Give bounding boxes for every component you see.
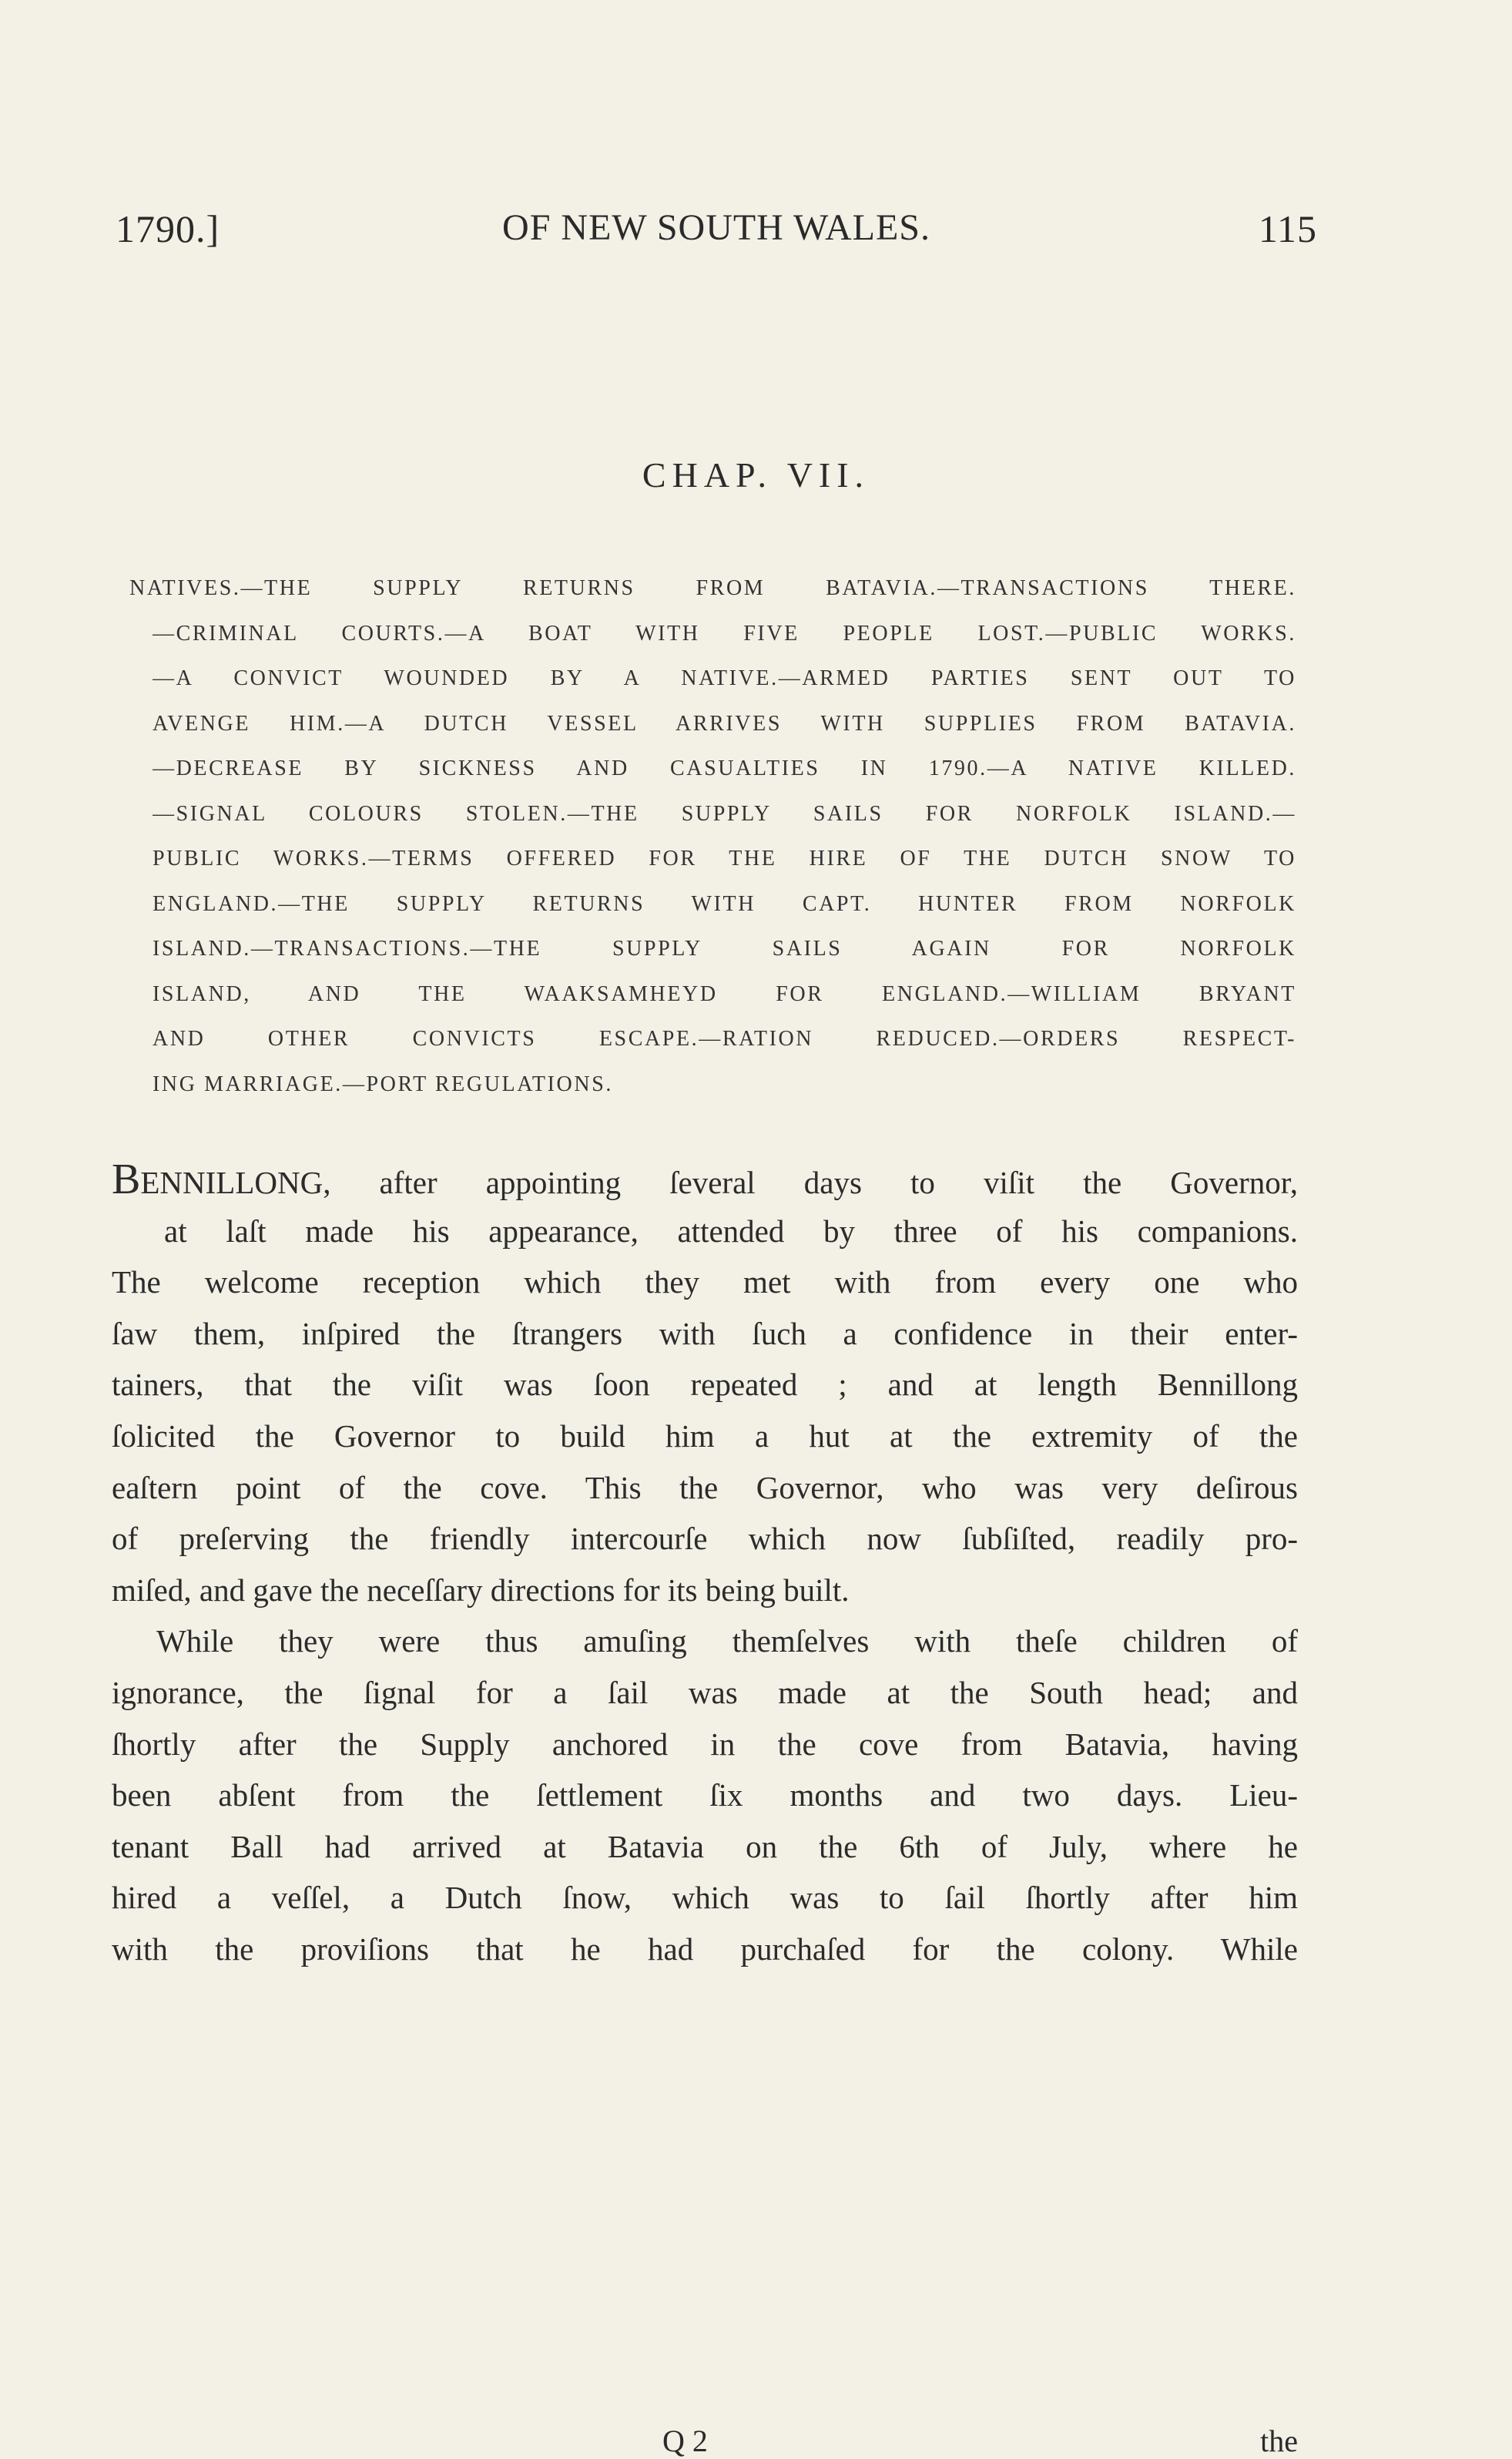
summary-line: —A CONVICT WOUNDED BY A NATIVE.—ARMED PARTIES SENT OUT TO (153, 666, 1296, 690)
body-line: ſolicited the Governor to build him a hut at the extremity of the (112, 1417, 1298, 1454)
summary-line: —CRIMINAL COURTS.—A BOAT WITH FIVE PEOPLE LOST.—PUBLIC WORKS. (153, 621, 1296, 646)
body-line: tenant Ball had arrived at Batavia on the 6th of July, where he (112, 1828, 1298, 1864)
summary-line: NATIVES.—THE SUPPLY RETURNS FROM BATAVIA.—TRANSACTIONS THERE. (129, 576, 1296, 600)
summary-line: ING MARRIAGE.—PORT REGULATIONS. (153, 1072, 613, 1096)
summary-line: ISLAND, AND THE WAAKSAMHEYD FOR ENGLAND.—WILLIAM BRYANT (153, 981, 1296, 1006)
body-line: miſed, and gave the neceſſary directions for its being built. (112, 1572, 850, 1608)
drop-cap: B (112, 1156, 141, 1203)
body-line: at laſt made his appearance, attended by three of his companions. (164, 1213, 1298, 1249)
body-line: ſaw them, inſpired the ſtrangers with ſuch a confidence in their enter- (112, 1315, 1298, 1351)
body-line: been abſent from the ſettlement ſix months and two days. Lieu- (112, 1777, 1298, 1813)
chapter-heading: CHAP. VII. (642, 455, 870, 495)
body-line: eaſtern point of the cove. This the Governor, who was very deſirous (112, 1469, 1298, 1505)
summary-line: ISLAND.—TRANSACTIONS.—THE SUPPLY SAILS AGAIN FOR NORFOLK (153, 937, 1296, 961)
summary-line: ENGLAND.—THE SUPPLY RETURNS WITH CAPT. HUNTER FROM NORFOLK (153, 891, 1296, 916)
body-line (112, 1154, 1298, 1206)
body-line: of preſerving the friendly intercourſe which now ſubſiſted, readily pro- (112, 1521, 1298, 1557)
summary-line: —SIGNAL COLOURS STOLEN.—THE SUPPLY SAILS FOR NORFOLK ISLAND.— (153, 801, 1296, 826)
running-head-year: 1790.] (116, 207, 220, 250)
summary-line: AVENGE HIM.—A DUTCH VESSEL ARRIVES WITH SUPPLIES FROM BATAVIA. (153, 711, 1296, 736)
body-line: ſhortly after the Supply anchored in the cove from Batavia, having (112, 1726, 1298, 1762)
summary-line: PUBLIC WORKS.—TERMS OFFERED FOR THE HIRE OF THE DUTCH SNOW TO (153, 847, 1296, 871)
catchword: the (1260, 2424, 1298, 2458)
body-line: While they were thus amuſing themſelves with theſe children of (156, 1623, 1298, 1659)
chapter-summary (129, 566, 1296, 1107)
running-head (116, 206, 1317, 260)
body-text (112, 1154, 1298, 1975)
running-head-title: OF NEW SOUTH WALES. (502, 207, 930, 248)
body-line: hired a veſſel, a Dutch ſnow, which was to ſail ſhortly after him (112, 1880, 1298, 1916)
summary-line: AND OTHER CONVICTS ESCAPE.—RATION REDUCED.—ORDERS RESPECT- (153, 1027, 1296, 1051)
signature-mark: Q 2 (662, 2424, 708, 2458)
page-number: 115 (1258, 207, 1317, 250)
body-line-text: ENNILLONG, after appointing ſeveral days to viſit the Governor, (140, 1165, 1298, 1200)
body-line: with the proviſions that he had purchaſed for the colony. While (112, 1931, 1298, 1967)
body-line: tainers, that the viſit was ſoon repeated ; and at length Bennillong (112, 1367, 1298, 1403)
summary-line: —DECREASE BY SICKNESS AND CASUALTIES IN 1790.—A NATIVE KILLED. (153, 756, 1296, 780)
body-line: The welcome reception which they met with from every one who (112, 1264, 1298, 1300)
body-line: ignorance, the ſignal for a ſail was made at the South head; and (112, 1674, 1298, 1710)
